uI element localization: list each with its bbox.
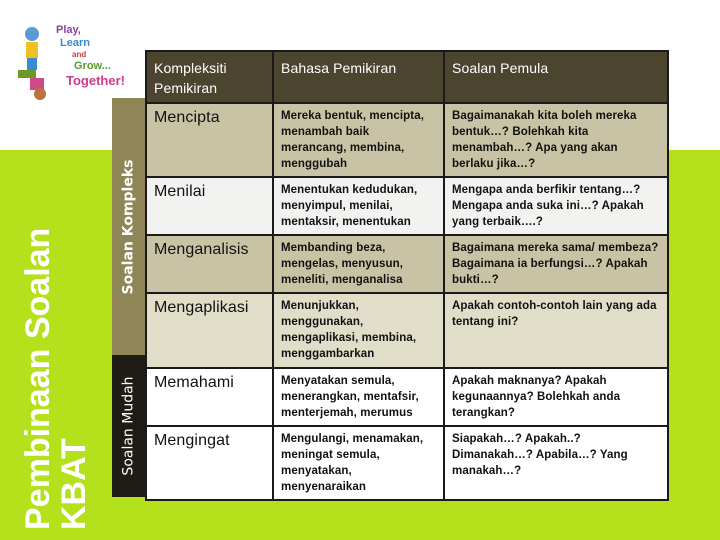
language-cell: Mereka bentuk, mencipta, menambah baik merancang, membina, menggubah	[273, 103, 444, 177]
logo-text: Grow...	[74, 60, 111, 72]
table-row	[146, 177, 668, 235]
header-language: Bahasa Pemikiran	[273, 51, 444, 103]
language-cell: Menentukan kedudukan, menyimpul, menilai, mentaksir, menentukan	[273, 177, 444, 235]
language-cell: Mengulangi, menamakan, meningat semula, menyatakan, menyenaraikan	[273, 426, 444, 500]
side-label-complex	[112, 98, 145, 355]
table-row	[146, 103, 668, 177]
header-complexity: Kompleksiti Pemikiran	[146, 51, 273, 103]
header-questions: Soalan Pemula	[444, 51, 668, 103]
table-row	[146, 368, 668, 426]
logo	[14, 22, 124, 102]
level-cell: Menganalisis	[146, 235, 273, 293]
table-row	[146, 293, 668, 368]
table-row	[146, 235, 668, 293]
language-cell: Menunjukkan, menggunakan, mengaplikasi, membina, menggambarkan	[273, 293, 444, 368]
level-cell: Mencipta	[146, 103, 273, 177]
language-cell: Membanding beza, mengelas, menyusun, meneliti, menganalisa	[273, 235, 444, 293]
questions-cell: Mengapa anda berfikir tentang…? Mengapa anda suka ini…? Apakah yang terbaik….?	[444, 177, 668, 235]
table-header	[146, 51, 668, 103]
side-label-text: Soalan Mudah	[120, 376, 137, 476]
kids-illustration-icon	[14, 22, 54, 102]
questions-cell: Apakah maknanya? Apakah kegunaannya? Bolehkah anda terangkan?	[444, 368, 668, 426]
logo-text: Together!	[66, 73, 125, 88]
logo-text: Learn	[60, 37, 90, 49]
side-label-easy	[112, 355, 145, 497]
logo-text: and	[72, 50, 87, 59]
page-title: Pembinaan Soalan KBAT	[19, 227, 93, 530]
questions-cell: Apakah contoh-contoh lain yang ada tentang ini?	[444, 293, 668, 368]
table-row	[146, 426, 668, 500]
logo-text: Play,	[56, 24, 81, 36]
level-cell: Menilai	[146, 177, 273, 235]
questions-cell: Siapakah…? Apakah..? Dimanakah…? Apabila…? Yang manakah…?	[444, 426, 668, 500]
questions-cell: Bagaimanakah kita boleh mereka bentuk…? Bolehkah kita menambah…? Apa yang akan berlaku jika…?	[444, 103, 668, 177]
level-cell: Memahami	[146, 368, 273, 426]
questions-cell: Bagaimana mereka sama/ membeza? Bagaimana ia berfungsi…? Apakah bukti…?	[444, 235, 668, 293]
language-cell: Menyatakan semula, menerangkan, mentafsir, menterjemah, merumus	[273, 368, 444, 426]
kbat-table	[145, 50, 669, 501]
level-cell: Mengingat	[146, 426, 273, 500]
level-cell: Mengaplikasi	[146, 293, 273, 368]
side-label-text: Soalan Kompleks	[120, 158, 137, 295]
